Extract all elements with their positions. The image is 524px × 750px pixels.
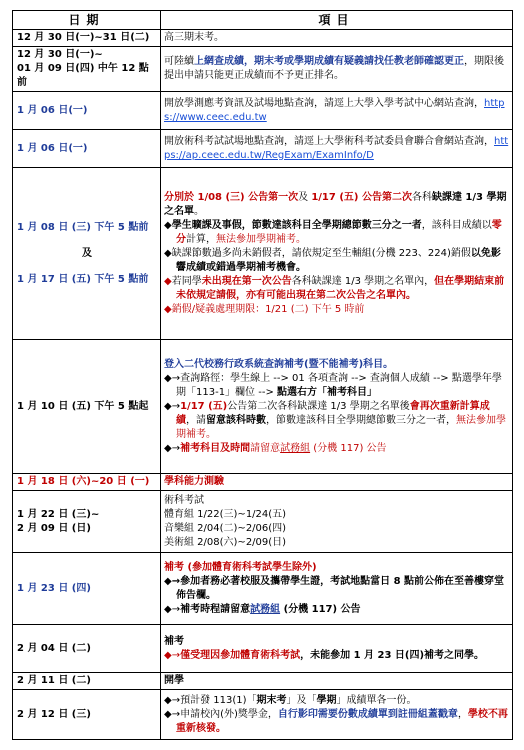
item-text: ，期限後提出申請只能更正成績而不予更正排名。: [164, 56, 504, 81]
bullet-icon: ◆: [164, 303, 172, 315]
list-item: ◆→補考時程請留意試務組 (分機 117) 公告: [164, 603, 361, 615]
bullet-icon: ◆: [164, 649, 172, 661]
bullet-icon: ◆: [164, 275, 172, 287]
date-line: 2 月 09 日 (日): [17, 522, 91, 534]
item-line: 術科考試: [164, 494, 204, 506]
item-cell: [161, 130, 513, 168]
item-cell: [161, 168, 513, 340]
makeup-heading: 補考: [164, 635, 184, 647]
list-item: ◆→補考科目及時間請留意試務組 (分機 117) 公告: [164, 442, 387, 454]
date-cell: 2 月 04 日 (二): [13, 625, 161, 673]
bullet-icon: ◆: [164, 372, 172, 384]
date-cell: 1 月 10 日 (五) 下午 5 點起: [13, 340, 161, 474]
list-item: ◆→僅受理因參加體育術科考試，未能參加 1 月 23 日(四)補考之同學。: [164, 649, 485, 661]
list-item: ◆→預計發 113(1)「期末考」及「學期」成績單各一份。: [164, 694, 417, 706]
arrow-icon: →: [171, 400, 181, 412]
date-cell: 12 月 30 日(一)~31 日(二): [13, 30, 161, 47]
bullet-icon: ◆: [164, 694, 172, 706]
item-cell: [161, 625, 513, 673]
bullet-icon: ◆: [164, 708, 172, 720]
arrow-icon: →: [171, 603, 181, 615]
item-cell: [161, 690, 513, 740]
item-cell: 開學: [161, 673, 513, 690]
arrow-icon: →: [171, 372, 181, 384]
list-item: ◆缺課節數過多尚未銷假者，請依規定至生輔組(分機 223、224)銷假以免影響成績或錯過學期補考機會。: [164, 247, 501, 273]
item-line: 音樂組 2/04(二)~2/06(四): [164, 522, 287, 534]
query-heading: 登入二代校務行政系統查詢補考(暨不能補考)科目。: [164, 358, 394, 370]
item-cell: [161, 47, 513, 92]
item-text: 開放術科考試試場地點查詢，請逕上大學術科考試委員會聯合會網站查詢，: [164, 135, 494, 147]
item-line: 體育組 1/22(三)~1/24(五): [164, 508, 287, 520]
table-row: [13, 491, 513, 553]
date-connector: 及: [82, 247, 92, 259]
date-cell: 2 月 11 日 (二): [13, 673, 161, 690]
date-cell: 1 月 18 日 (六)~20 日 (一): [13, 474, 161, 491]
list-item: ◆→參加者務必著校服及攜帶學生證，考試地點當日 8 點前公佈在至善樓穿堂佈告欄。: [164, 575, 505, 601]
schedule-table: [12, 10, 513, 740]
table-row: [13, 47, 513, 92]
list-item: ◆→申請校內(外)獎學金，自行影印需要份數成績單到註冊組蓋戳章，學校不再重新核發。: [164, 708, 508, 734]
item-cell: [161, 92, 513, 130]
exam-info-link[interactable]: https://ap.ceec.edu.tw/RegExam/ExamInfo/D: [164, 135, 509, 161]
list-item: ◆若同學未出現在第一次公告各科缺課達 1/3 學期之名單內，但在學期結束前未依規定請假，亦有可能出現在第二次公告之名單內。: [164, 275, 505, 301]
bullet-icon: ◆: [164, 219, 172, 231]
arrow-icon: →: [171, 442, 181, 454]
date-cell: [13, 491, 161, 553]
announce-intro: 分別於 1/08 (三) 公告第一次及 1/17 (五) 公告第二次各科缺課達 1/3 學期之名單。: [164, 191, 507, 217]
item-cell: [161, 340, 513, 474]
deadline-text: 銷假/疑義處理期限：1/21 (二) 下午 5 時前: [171, 303, 365, 315]
bullet-icon: ◆: [164, 575, 172, 587]
table-row: [13, 30, 513, 47]
bullet-icon: ◆: [164, 400, 172, 412]
header-date: 日期: [13, 11, 161, 30]
arrow-icon: →: [171, 649, 181, 661]
date-line: 1 月 17 日 (五) 下午 5 點前: [17, 273, 149, 285]
item-cell: [161, 491, 513, 553]
table-row: [13, 92, 513, 130]
table-row: [13, 673, 513, 690]
list-item: ◆→1/17 (五)公告第二次各科缺課達 1/3 學期之名單後會再次重新計算成績，請留意該科時數，節數達該科目全學期總節數三分之一者，無法參加學期補考。: [164, 400, 506, 440]
table-row: [13, 553, 513, 625]
date-line: 1 月 22 日 (三)~: [17, 508, 100, 520]
date-cell: 1 月 06 日(一): [13, 92, 161, 130]
ceec-link[interactable]: https://www.ceec.edu.tw: [164, 97, 505, 123]
item-text: 開放學測應考資訊及試場地點查詢，請逕上大學入學考試中心網站查詢，: [164, 97, 484, 109]
date-cell: 1 月 23 日 (四): [13, 553, 161, 625]
table-row: [13, 168, 513, 340]
date-cell: [13, 47, 161, 92]
list-item: ◆學生曠課及事假，節數達該科目全學期總節數三分之一者，該科目成績以零分計算，無法參加學期補考。: [164, 219, 502, 245]
date-line: 1 月 08 日 (三) 下午 5 點前: [17, 221, 149, 233]
item-line: 美術組 2/08(六)~2/09(日): [164, 536, 287, 548]
date-cell: [13, 168, 161, 340]
date-line: 12 月 30 日(一)~: [17, 49, 103, 60]
table-row: [13, 130, 513, 168]
date-cell: 1 月 06 日(一): [13, 130, 161, 168]
item-cell: 學科能力測驗: [161, 474, 513, 491]
list-item: ◆→查詢路徑：學生線上 --> 01 各項查詢 --> 查詢個人成績 --> 點選學年學期「113-1」欄位 --> 點選右方「補考科目」: [164, 372, 502, 398]
bullet-icon: ◆: [164, 247, 172, 259]
item-text: 可陸續: [164, 56, 194, 67]
arrow-icon: →: [171, 694, 181, 706]
item-text: 高三期末考。: [164, 32, 224, 43]
table-row: [13, 625, 513, 673]
arrow-icon: →: [171, 708, 181, 720]
header-item: 項目: [161, 11, 513, 30]
bullet-icon: ◆: [164, 603, 172, 615]
makeup-heading: 補考 (參加體育術科考試學生除外): [164, 561, 317, 573]
date-cell: 2 月 12 日 (三): [13, 690, 161, 740]
item-cell: [161, 553, 513, 625]
date-line: 01 月 09 日(四) 中午 12 點前: [17, 63, 149, 88]
arrow-icon: →: [171, 575, 181, 587]
list-item: [164, 303, 509, 317]
table-row: [13, 340, 513, 474]
table-row: [13, 690, 513, 740]
item-cell: [161, 30, 513, 47]
bullet-icon: ◆: [164, 442, 172, 454]
header-row: [13, 11, 513, 30]
item-emphasis: 上網查成績，期末考或學期成績有疑義請找任教老師確認更正: [194, 56, 464, 67]
table-row: [13, 474, 513, 491]
